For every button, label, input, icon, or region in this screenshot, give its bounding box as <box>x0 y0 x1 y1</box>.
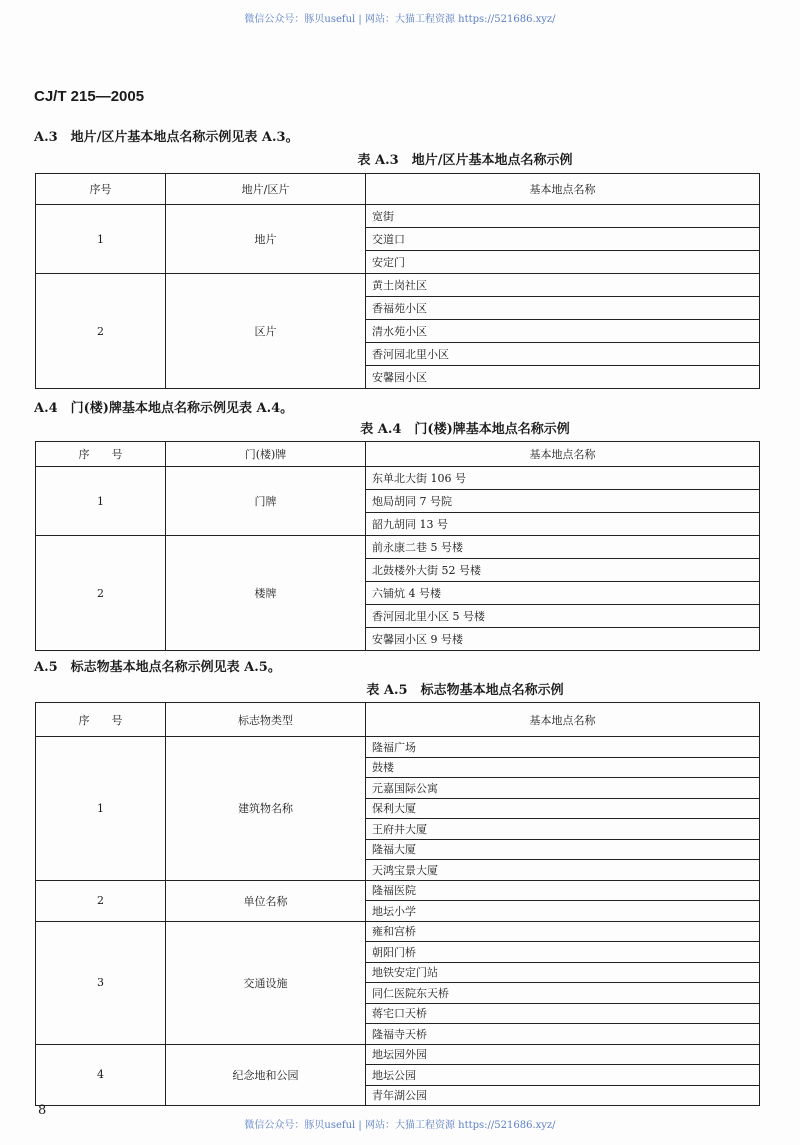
place-name-cell: 雍和宫桥 <box>366 921 760 942</box>
column-header: 地片/区片 <box>166 174 366 205</box>
table-a4-caption: 表 A.4 门(楼)牌基本地点名称示例 <box>360 422 570 437</box>
page-number: 8 <box>38 1103 47 1118</box>
watermark-top: 微信公众号：豚贝useful | 网站：大猫工程资源 https://521686.xyz/ <box>244 14 556 25</box>
column-header: 基本地点名称 <box>366 442 760 467</box>
section-a4-heading: A.4 门(楼)牌基本地点名称示例见表 A.4。 <box>34 401 294 416</box>
table-a5-caption: 表 A.5 标志物基本地点名称示例 <box>366 683 564 698</box>
section-a5-heading: A.5 标志物基本地点名称示例见表 A.5。 <box>34 660 281 675</box>
place-name-cell: 香河园北里小区 5 号楼 <box>366 605 760 628</box>
place-name-cell: 王府井大厦 <box>366 819 760 840</box>
place-name-cell: 前永康二巷 5 号楼 <box>366 536 760 559</box>
table-row <box>36 1044 760 1065</box>
place-name-cell: 保利大厦 <box>366 798 760 819</box>
table-header-row <box>36 703 760 737</box>
table-row <box>36 921 760 942</box>
row-number-cell: 4 <box>36 1044 166 1106</box>
place-name-cell: 朝阳门桥 <box>366 942 760 963</box>
place-name-cell: 地坛园外园 <box>366 1044 760 1065</box>
place-name-cell: 地铁安定门站 <box>366 962 760 983</box>
row-number-cell: 1 <box>36 737 166 881</box>
column-header: 序 号 <box>36 703 166 737</box>
category-cell: 建筑物名称 <box>166 737 366 881</box>
section-a3-heading: A.3 地片/区片基本地点名称示例见表 A.3。 <box>34 130 299 145</box>
table-a3 <box>35 173 760 389</box>
category-cell: 门牌 <box>166 467 366 536</box>
place-name-cell: 地坛小学 <box>366 901 760 922</box>
column-header: 基本地点名称 <box>366 174 760 205</box>
row-number-cell: 2 <box>36 536 166 651</box>
place-name-cell: 安定门 <box>366 251 760 274</box>
category-cell: 区片 <box>166 274 366 389</box>
place-name-cell: 青年湖公园 <box>366 1085 760 1106</box>
place-name-cell: 隆福医院 <box>366 880 760 901</box>
place-name-cell: 东单北大街 106 号 <box>366 467 760 490</box>
place-name-cell: 元嘉国际公寓 <box>366 778 760 799</box>
place-name-cell: 清水苑小区 <box>366 320 760 343</box>
place-name-cell: 鼓楼 <box>366 757 760 778</box>
place-name-cell: 蒋宅口天桥 <box>366 1003 760 1024</box>
table-header-row <box>36 442 760 467</box>
table-row <box>36 205 760 228</box>
place-name-cell: 黄土岗社区 <box>366 274 760 297</box>
category-cell: 地片 <box>166 205 366 274</box>
column-header: 标志物类型 <box>166 703 366 737</box>
table-a4 <box>35 441 760 651</box>
place-name-cell: 炮局胡同 7 号院 <box>366 490 760 513</box>
row-number-cell: 1 <box>36 467 166 536</box>
row-number-cell: 2 <box>36 274 166 389</box>
place-name-cell: 六铺炕 4 号楼 <box>366 582 760 605</box>
standard-code: CJ/T 215—2005 <box>34 88 145 105</box>
place-name-cell: 香河园北里小区 <box>366 343 760 366</box>
category-cell: 交通设施 <box>166 921 366 1044</box>
table-row <box>36 737 760 758</box>
table-row <box>36 467 760 490</box>
place-name-cell: 隆福寺天桥 <box>366 1024 760 1045</box>
watermark-bottom: 微信公众号：豚贝useful | 网站：大猫工程资源 https://521686.xyz/ <box>244 1120 556 1131</box>
table-row <box>36 880 760 901</box>
row-number-cell: 1 <box>36 205 166 274</box>
place-name-cell: 韶九胡同 13 号 <box>366 513 760 536</box>
column-header: 门(楼)牌 <box>166 442 366 467</box>
place-name-cell: 地坛公园 <box>366 1065 760 1086</box>
table-a3-caption: 表 A.3 地片/区片基本地点名称示例 <box>357 153 573 168</box>
place-name-cell: 交道口 <box>366 228 760 251</box>
place-name-cell: 隆福广场 <box>366 737 760 758</box>
table-header-row <box>36 174 760 205</box>
table-row <box>36 536 760 559</box>
table-a5 <box>35 702 760 1106</box>
place-name-cell: 同仁医院东天桥 <box>366 983 760 1004</box>
place-name-cell: 北鼓楼外大街 52 号楼 <box>366 559 760 582</box>
place-name-cell: 香福苑小区 <box>366 297 760 320</box>
category-cell: 楼牌 <box>166 536 366 651</box>
column-header: 序号 <box>36 174 166 205</box>
place-name-cell: 安馨园小区 <box>366 366 760 389</box>
category-cell: 单位名称 <box>166 880 366 921</box>
place-name-cell: 天鸿宝景大厦 <box>366 860 760 881</box>
place-name-cell: 宽街 <box>366 205 760 228</box>
table-row <box>36 274 760 297</box>
row-number-cell: 2 <box>36 880 166 921</box>
category-cell: 纪念地和公园 <box>166 1044 366 1106</box>
row-number-cell: 3 <box>36 921 166 1044</box>
place-name-cell: 安馨园小区 9 号楼 <box>366 628 760 651</box>
column-header: 序 号 <box>36 442 166 467</box>
column-header: 基本地点名称 <box>366 703 760 737</box>
place-name-cell: 隆福大厦 <box>366 839 760 860</box>
